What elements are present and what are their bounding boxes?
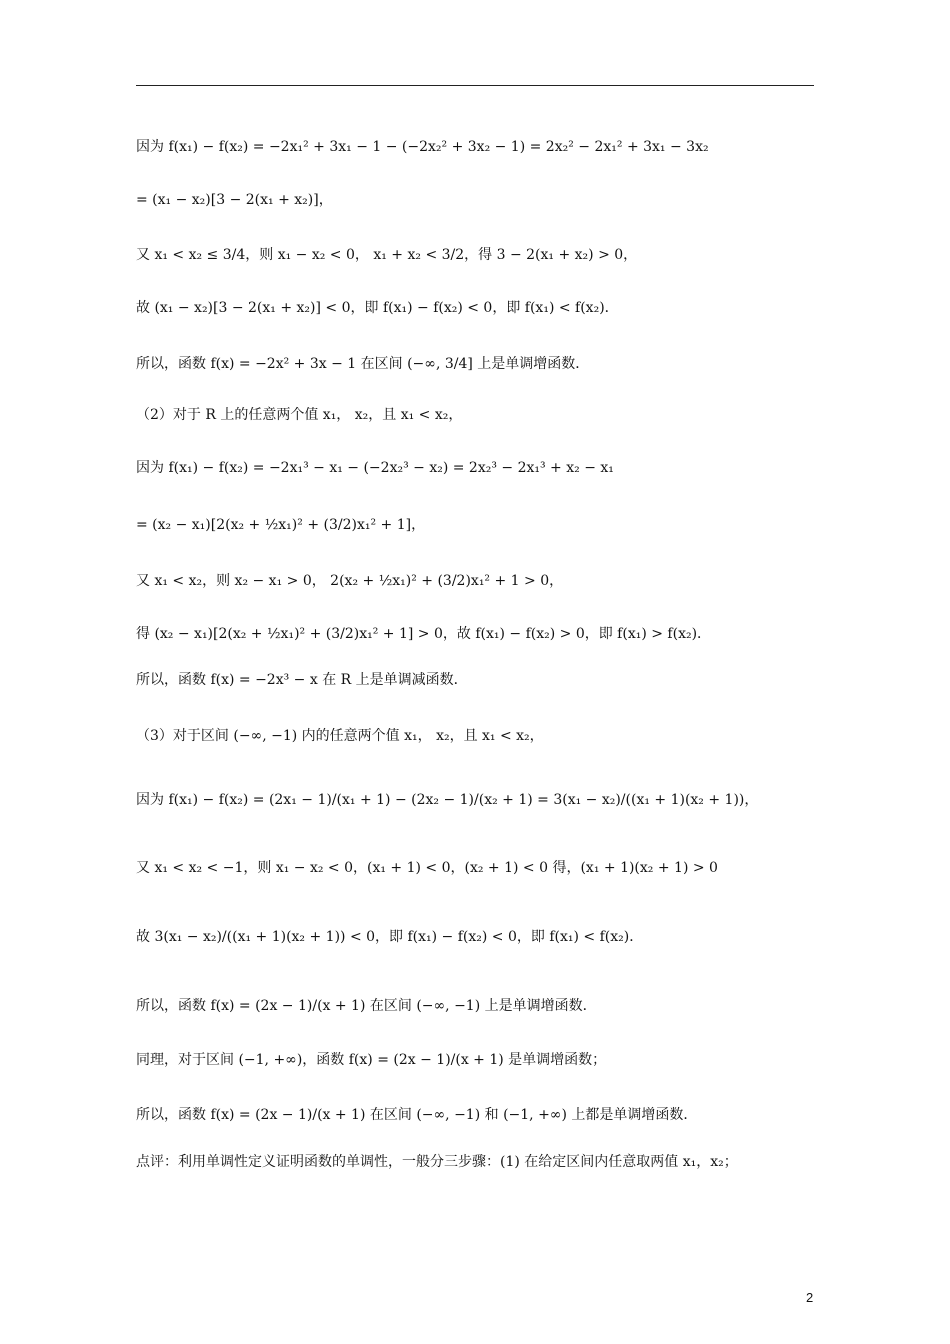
- text-line: 因为 f(x₁) − f(x₂) = (2x₁ − 1)/(x₁ + 1) − (2x₂ − 1)/(x₂ + 1) = 3(x₁ − x₂)/((x₁ + 1)(x₂ + 1))，: [136, 792, 759, 808]
- text-line: 所以，函数 f(x) = (2x − 1)/(x + 1) 在区间 (−∞, −1) 上是单调增函数．: [136, 998, 597, 1014]
- text-line: （3）对于区间 (−∞, −1) 内的任意两个值 x₁， x₂，且 x₁ < x₂，: [136, 728, 544, 744]
- text-line: = (x₁ − x₂)[3 − 2(x₁ + x₂)]，: [136, 192, 333, 208]
- text-line: 又 x₁ < x₂，则 x₂ − x₁ > 0， 2(x₂ + ½x₁)² + (3/2)x₁² + 1 > 0，: [136, 573, 564, 589]
- text-line: 所以，函数 f(x) = −2x² + 3x − 1 在区间 (−∞, 3/4] 上是单调增函数．: [136, 356, 590, 372]
- text-line: （2）对于 R 上的任意两个值 x₁， x₂，且 x₁ < x₂，: [136, 407, 463, 423]
- text-line: 又 x₁ < x₂ < −1，则 x₁ − x₂ < 0，(x₁ + 1) < 0，(x₂ + 1) < 0 得，(x₁ + 1)(x₂ + 1) > 0: [136, 860, 718, 876]
- text-line: = (x₂ − x₁)[2(x₂ + ½x₁)² + (3/2)x₁² + 1]，: [136, 517, 426, 533]
- text-line: 故 3(x₁ − x₂)/((x₁ + 1)(x₂ + 1)) < 0，即 f(x₁) − f(x₂) < 0，即 f(x₁) < f(x₂)．: [136, 929, 644, 945]
- text-line: 又 x₁ < x₂ ≤ 3/4，则 x₁ − x₂ < 0， x₁ + x₂ < 3/2，得 3 − 2(x₁ + x₂) > 0，: [136, 247, 638, 263]
- text-line: 点评：利用单调性定义证明函数的单调性，一般分三步骤：(1) 在给定区间内任意取两值 x₁，x₂；: [136, 1154, 738, 1170]
- text-line: 故 (x₁ − x₂)[3 − 2(x₁ + x₂)] < 0，即 f(x₁) − f(x₂) < 0，即 f(x₁) < f(x₂)．: [136, 300, 619, 316]
- header-rule: [136, 85, 814, 86]
- text-line: 所以，函数 f(x) = −2x³ − x 在 R 上是单调减函数．: [136, 672, 468, 688]
- text-line: 因为 f(x₁) − f(x₂) = −2x₁³ − x₁ − (−2x₂³ − x₂) = 2x₂³ − 2x₁³ + x₂ − x₁: [136, 460, 614, 476]
- text-line: 所以，函数 f(x) = (2x − 1)/(x + 1) 在区间 (−∞, −1) 和 (−1, +∞) 上都是单调增函数．: [136, 1107, 698, 1123]
- text-line: 同理，对于区间 (−1, +∞)，函数 f(x) = (2x − 1)/(x + 1) 是单调增函数；: [136, 1052, 607, 1068]
- page-number: 2: [806, 1290, 814, 1305]
- text-line: 因为 f(x₁) − f(x₂) = −2x₁² + 3x₁ − 1 − (−2x₂² + 3x₂ − 1) = 2x₂² − 2x₁² + 3x₁ − 3x₂: [136, 139, 709, 155]
- text-line: 得 (x₂ − x₁)[2(x₂ + ½x₁)² + (3/2)x₁² + 1] > 0，故 f(x₁) − f(x₂) > 0，即 f(x₁) > f(x₂)．: [136, 626, 712, 642]
